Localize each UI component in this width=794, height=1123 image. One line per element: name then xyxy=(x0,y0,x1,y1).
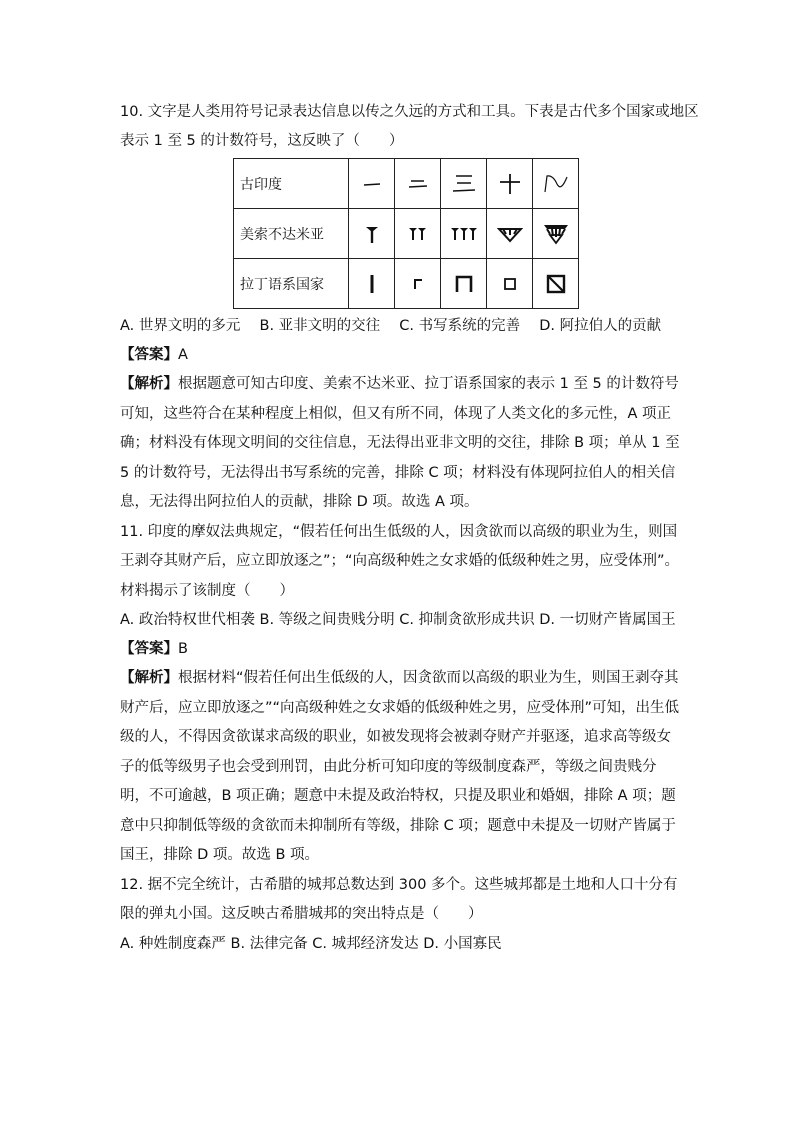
table-row xyxy=(234,259,579,309)
table-row xyxy=(234,159,579,209)
q10-stem-line1: 10. 文字是人类用符号记录表达信息以传之久远的方式和工具。下表是古代多个国家或地区 xyxy=(120,104,699,120)
table-row xyxy=(234,209,579,259)
analysis-text: 根据材料“假若任何出生低级的人，因贪欲而以高级的职业为生，则国王剥夺其财产后，应立即放逐之”“向高级种姓之女求婚的低级种姓之男，应受体刑”可知，出生低级的人，不得因贪欲谋求高级的职业，如被发现将会被剥夺财产并驱逐，追求高等级女子的低等级男子也会受到刑罚，由此分析可知印度的等级制度森严，等级之间贵贱分明，不可逾越，B 项正确；题意中未提及政治特权，只提及职业和婚姻，排除 A 项；题意中只抑制低等级的贪欲而未抑制所有等级，排除 C 项；题意中未提及一切财产皆属于国王，排除 D 项。故选 B 项。 xyxy=(120,670,680,863)
analysis-text: 根据题意可知古印度、美索不达米亚、拉丁语系国家的表示 1 至 5 的计数符号可知，这些符合在某种程度上相似，但又有所不同，体现了人类文化的多元性，A 项正确；材料没有体现文明间的交往信息，无法得出亚非文明的交往，排除 B 项；单从 1 至 5 的计数符号，无法得出书写系统的完善，排除 C 项；材料没有体现阿拉伯人的相关信息，无法得出阿拉伯人的贡献，排除 D 项。故选 A 项。 xyxy=(120,376,680,510)
q12-stem: 12. 据不完全统计，古希腊的城邦总数达到 300 多个。这些城邦都是土地和人口十分有限的弹丸小国。这反映古希腊城邦的突出特点是（ ） xyxy=(120,876,678,922)
cuneiform-3-icon xyxy=(441,209,487,259)
cuneiform-1-icon xyxy=(349,209,395,259)
answer-value: B xyxy=(178,641,188,657)
ancient-indian-5-icon xyxy=(533,159,579,209)
cuneiform-2-icon xyxy=(395,209,441,259)
ancient-indian-2-icon xyxy=(395,159,441,209)
answer-label: 【答案】 xyxy=(120,641,178,657)
cuneiform-4-icon xyxy=(487,209,533,259)
q11-stem: 11. 印度的摩奴法典规定，“假若任何出生低级的人，因贪欲而以高级的职业为生，则国王剥夺其财产后，应立即放逐之”；“向高级种姓之女求婚的低级种姓之男，应受体刑”。材料揭示了该制度（ ） xyxy=(120,523,680,599)
latin-4-icon xyxy=(487,259,533,309)
latin-5-icon xyxy=(533,259,579,309)
q10-options: A. 世界文明的多元 B. 亚非文明的交往 C. 书写系统的完善 D. 阿拉伯人的贡献 xyxy=(120,318,662,334)
row-label: 古印度 xyxy=(234,159,349,209)
q10-analysis xyxy=(120,370,680,518)
ancient-indian-3-icon xyxy=(441,159,487,209)
numeral-table xyxy=(233,158,579,309)
row-label: 拉丁语系国家 xyxy=(234,259,349,309)
answer-label: 【答案】 xyxy=(120,347,178,363)
row-label: 美索不达米亚 xyxy=(234,209,349,259)
analysis-label: 【解析】 xyxy=(120,670,178,686)
q12-options: A. 种姓制度森严 B. 法律完备 C. 城邦经济发达 D. 小国寡民 xyxy=(120,935,502,952)
q11-answer xyxy=(120,635,680,664)
q11-analysis xyxy=(120,664,680,871)
document-page xyxy=(120,98,699,959)
latin-1-icon xyxy=(349,259,395,309)
q11-options: A. 政治特权世代相袭 B. 等级之间贵贱分明 C. 抑制贪欲形成共识 D. 一切财产皆属国王 xyxy=(120,612,676,628)
answer-value: A xyxy=(178,347,188,363)
q10-stem-line2: 表示 1 至 5 的计数符号，这反映了（ ） xyxy=(120,133,404,149)
latin-2-icon xyxy=(395,259,441,309)
q10-answer xyxy=(120,341,680,370)
ancient-indian-4-icon xyxy=(487,159,533,209)
cuneiform-5-icon xyxy=(533,209,579,259)
ancient-indian-1-icon xyxy=(349,159,395,209)
latin-3-icon xyxy=(441,259,487,309)
analysis-label: 【解析】 xyxy=(120,376,178,392)
